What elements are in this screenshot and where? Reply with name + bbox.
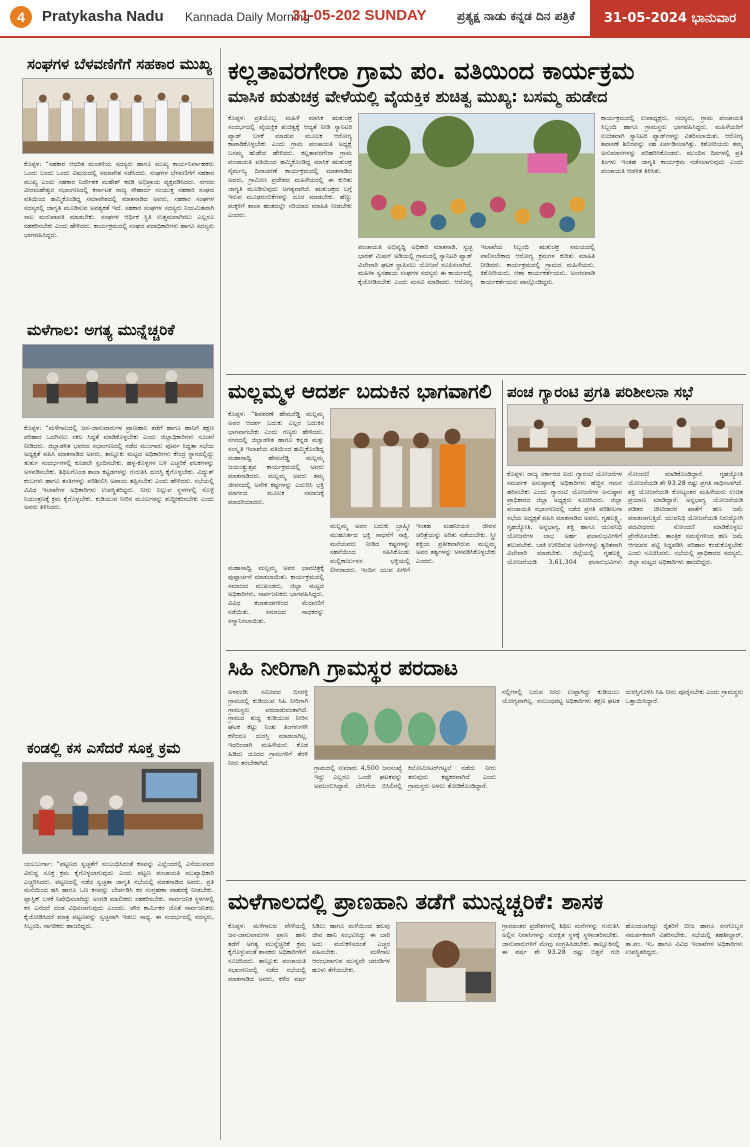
mallamma-story-photo [330,408,496,518]
lead-story-subheadline: ಮಾಸಿಕ ಋತುಚಕ್ರ ವೇಳೆಯಲ್ಲಿ ವೈಯಕ್ತಿಕ ಶುಚಿತ್ವ ಮುಖ್ಯ: ಬಸಮ್ಮ ಹುಡೇದ [228,87,608,106]
masthead [0,0,750,38]
page-number: 4 [10,6,32,28]
monsoon-story-headline: ಮಳೆಗಾಲದಲ್ಲಿ ಪ್ರಾಣಹಾನಿ ತಡೆಗೆ ಮುನ್ನಚ್ಚರಿಕೆ: ಶಾಸಕ [228,890,604,915]
mallamma-story-headline: ಮಲ್ಲಮ್ಮಳ ಆದರ್ಶ ಬದುಕಿನ ಭಾಗವಾಗಲಿ [228,379,492,403]
guarantee-story-body: ಕೊಪ್ಪಳ: ರಾಜ್ಯ ಸರ್ಕಾರದ ಐದು ಗ್ಯಾರಂಟಿ ಯೋಜನೆಗಳ ಸಮರ್ಪಕ ಅನುಷ್ಠಾನಕ್ಕೆ ಅಧಿಕಾರಿಗಳು ಹೆಚ್ಚಿನ ಗಮನ ಹರಿಸಬೇಕು ಎಂದು ಗ್ಯಾರಂಟಿ ಯೋಜನೆಗಳ ಅನುಷ್ಠಾನ ಪ್ರಾಧಿಕಾರದ ಜಿಲ್ಲಾ ಅಧ್ಯಕ್ಷರು ಸೂಚಿಸಿದರು. ಜಿಲ್ಲಾ ಪಂಚಾಯತಿ ಸಭಾಂಗಣದಲ್ಲಿ ನಡೆದ ಪ್ರಗತಿ ಪರಿಶೀಲನಾ ಸಭೆಯ ಅಧ್ಯಕ್ಷತೆ ವಹಿಸಿ ಮಾತನಾಡಿದ ಅವರು, ಗೃಹಲಕ್ಷ್ಮಿ, ಗೃಹಜ್ಯೋತಿ, ಅನ್ನಭಾಗ್ಯ, ಶಕ್ತಿ ಹಾಗೂ ಯುವನಿಧಿ ಯೋಜನೆಗಳ ಲಾಭ ಅರ್ಹ ಫಲಾನುಭವಿಗಳಿಗೆ ತಲುಪಬೇಕು. ಬಾಕಿ ಉಳಿದಿರುವ ಅರ್ಜಿಗಳನ್ನು ತ್ವರಿತವಾಗಿ ವಿಲೇವಾರಿ ಮಾಡಬೇಕು. ಜಿಲ್ಲೆಯಲ್ಲಿ ಗೃಹಲಕ್ಷ್ಮಿ ಯೋಜನೆಯಡಿ 3,61,304 ಫಲಾನುಭವಿಗಳು ನೋಂದಣಿ ಮಾಡಿಕೊಂಡಿದ್ದಾರೆ. ಗೃಹಜ್ಯೋತಿ ಯೋಜನೆಯಡಿ ಶೇ 93.28 ರಷ್ಟು ಪ್ರಗತಿ ಸಾಧಿಸಲಾಗಿದೆ. ಶಕ್ತಿ ಯೋಜನೆಯಡಿ ಕೋಟ್ಯಂತರ ಮಹಿಳೆಯರು ಉಚಿತ ಪ್ರಯಾಣ ಮಾಡಿದ್ದಾರೆ. ಅನ್ನಭಾಗ್ಯ ಯೋಜನೆಯಡಿ ಪಡಿತರ ಚೀಟಿದಾರರ ಖಾತೆಗೆ ಹಣ ಜಮೆ ಮಾಡಲಾಗುತ್ತಿದೆ. ಯುವನಿಧಿ ಯೋಜನೆಯಡಿ ನಿರುದ್ಯೋಗಿ ಪದವೀಧರರು ನೋಂದಣಿ ಮಾಡಿಕೊಳ್ಳಲು ಪ್ರೇರೇಪಿಸಬೇಕು. ತಾಂತ್ರಿಕ ಸಮಸ್ಯೆಗಳಿಂದ ಹಣ ಜಮೆ ಆಗದವರ ಪಟ್ಟಿ ಸಿದ್ಧಪಡಿಸಿ ಪರಿಹಾರ ಕಂಡುಕೊಳ್ಳಬೇಕು ಎಂದು ಸೂಚಿಸಿದರು. ಸಭೆಯಲ್ಲಿ ಪ್ರಾಧಿಕಾರದ ಸದಸ್ಯರು, ಜಿಲ್ಲಾ ಮಟ್ಟದ ಅಧಿಕಾರಿಗಳು ಹಾಜರಿದ್ದರು. [507,470,743,567]
side-story-2-photo [22,344,214,418]
mallamma-story-body-left: ಕೊಪ್ಪಳ: “ಶಿವಶರಣೆ ಹೇಮರೆಡ್ಡಿ ಮಲ್ಲಮ್ಮ ಅವರ ಆದರ್ಶ ಬದುಕು ಎಲ್ಲರ ಬದುಕಿನ ಭಾಗವಾಗಬೇಕು ಎಂದು ಗಣ್ಯರು ಹೇಳಿದರು. ನಗರದಲ್ಲಿ ಜಿಲ್ಲಾಡಳಿತ ಹಾಗೂ ಕನ್ನಡ ಮತ್ತು ಸಂಸ್ಕೃತಿ ಇಲಾಖೆಯ ವತಿಯಿಂದ ಹಮ್ಮಿಕೊಂಡಿದ್ದ ಮಹಾಸಾಧ್ವಿ ಹೇಮರೆಡ್ಡಿ ಮಲ್ಲಮ್ಮ ಜಯಂತ್ಯುತ್ಸವ ಕಾರ್ಯಕ್ರಮದಲ್ಲಿ ಅವರು ಮಾತನಾಡಿದರು. ಮಲ್ಲಮ್ಮ ಅವರು ತಮ್ಮ ಜೀವನದಲ್ಲಿ ಅನೇಕ ಕಷ್ಟಗಳನ್ನು ಎದುರಿಸಿ ಭಕ್ತಿ ಮಾರ್ಗದ ಮೂಲಕ ಸಮಾಜಕ್ಕೆ ಮಾದರಿಯಾದರು. [228,410,324,507]
edition-date: 31-05-202 SUNDAY [292,7,427,24]
paper-tagline: Kannada Daily Morning [185,10,310,24]
side-story-3-photo [22,762,214,854]
lead-story-body-middle: ಪಂಚಾಯತಿ ಅಭಿವೃದ್ಧಿ ಅಧಿಕಾರಿ ಮಾತನಾಡಿ, ಸ್ವಚ್ಛ ಭಾರತ್ ಮಿಷನ್ ಅಡಿಯಲ್ಲಿ ಗ್ರಾಮದಲ್ಲಿ ಸ್ಯಾನಿಟರಿ ಪ್ಯಾಡ್ ವಿಲೇವಾರಿ ಘಟಕ ಸ್ಥಾಪಿಸಲು ಯೋಜನೆ ರೂಪಿಸಲಾಗಿದೆ. ಮಹಿಳಾ ಸ್ವಸಹಾಯ ಸಂಘಗಳ ಸದಸ್ಯರು ಈ ಕಾರ್ಯದಲ್ಲಿ ಕೈಜೋಡಿಸಬೇಕು ಎಂದು ಮನವಿ ಮಾಡಿದರು. ಆರೋಗ್ಯ ಇಲಾಖೆಯ ಸಿಬ್ಬಂದಿ ಋತುಚಕ್ರ ಸಮಯದಲ್ಲಿ ಪಾಲಿಸಬೇಕಾದ ಆರೋಗ್ಯ ಕ್ರಮಗಳ ಕುರಿತು ಮಾಹಿತಿ ನೀಡಿದರು. ಕಾರ್ಯಕ್ರಮದಲ್ಲಿ ಗ್ರಾಮದ ಮಹಿಳೆಯರು, ಕಿಶೋರಿಯರು, ಆಶಾ ಕಾರ್ಯಕರ್ತೆಯರು, ಅಂಗನವಾಡಿ ಕಾರ್ಯಕರ್ತೆಯರು ಪಾಲ್ಗೊಂಡಿದ್ದರು. [358,243,595,287]
lead-story-body-right: ಕಾರ್ಯಕ್ರಮದಲ್ಲಿ ಉಪಾಧ್ಯಕ್ಷರು, ಸದಸ್ಯರು, ಗ್ರಾಮ ಪಂಚಾಯತಿ ಸಿಬ್ಬಂದಿ ಹಾಗೂ ಗ್ರಾಮಸ್ಥರು ಭಾಗವಹಿಸಿದ್ದರು. ಮಹಿಳೆಯರಿಗೆ ಉಚಿತವಾಗಿ ಸ್ಯಾನಿಟರಿ ಪ್ಯಾಡ್‌ಗಳನ್ನು ವಿತರಿಸಲಾಯಿತು. ಆರೋಗ್ಯ ತಪಾಸಣೆ ಶಿಬಿರವನ್ನು ಸಹ ಏರ್ಪಡಿಸಲಾಗಿತ್ತು. ಕಿಶೋರಿಯರು ತಮ್ಮ ಅನುಮಾನಗಳನ್ನು ಪರಿಹರಿಸಿಕೊಂಡರು. ಮುಂದಿನ ದಿನಗಳಲ್ಲಿ ಪ್ರತಿ ತಿಂಗಳು ಇಂತಹ ಜಾಗೃತಿ ಕಾರ್ಯಕ್ರಮ ನಡೆಸಲಾಗುವುದು ಎಂದು ಪಂಚಾಯತಿ ಆಡಳಿತ ತಿಳಿಸಿತು. [601,114,743,175]
monsoon-story-body-right: ಗ್ರಾಮಾಂತರ ಪ್ರದೇಶಗಳಲ್ಲಿ ಶಿಥಿಲ ಮನೆಗಳನ್ನು ಗುರುತಿಸಿ ಅಲ್ಲಿನ ನಿವಾಸಿಗಳನ್ನು ಸುರಕ್ಷಿತ ಸ್ಥಳಕ್ಕೆ ಸ್ಥಳಾಂತರಿಸಬೇಕು. ಜಾನುವಾರುಗಳಿಗೆ ಮೇವು ಸಂಗ್ರಹಿಸಿಡಬೇಕು. ತಾಲ್ಲೂಕಿನಲ್ಲಿ ಈ ವರ್ಷ ಶೇ 93.28 ರಷ್ಟು ಬಿತ್ತನೆ ಗುರಿ ಹೊಂದಲಾಗಿದ್ದು ರೈತರಿಗೆ ಬೀಜ ಹಾಗೂ ರಸಗೊಬ್ಬರ ಸಮರ್ಪಕವಾಗಿ ವಿತರಿಸಬೇಕು. ಸಭೆಯಲ್ಲಿ ತಹಶೀಲ್ದಾರ್, ತಾ.ಪಂ. ಇಒ ಹಾಗೂ ವಿವಿಧ ಇಲಾಖೆಗಳ ಅಧಿಕಾರಿಗಳು ಉಪಸ್ಥಿತರಿದ್ದರು. [502,922,743,957]
paper-name-kannada: ಪ್ರತ್ಯಕ್ಷ ನಾಡು ಕನ್ನಡ ದಿನ ಪತ್ರಿಕೆ [457,9,576,23]
side-story-2-body: ಕೊಪ್ಪಳ: “ಮಳೆಗಾಲದಲ್ಲಿ ಜನ-ಜಾನುವಾರುಗಳ ಪ್ರಾಣಹಾನಿ ತಡೆಗೆ ಹಾಗೂ ಹಾನಿಗೆ ತಕ್ಷಣ ಪರಿಹಾರ ಒದಗಿಸಲು ಸಕಲ ಸಿದ್ಧತೆ ಮಾಡಿಕೊಳ್ಳಬೇಕು ಎಂದು ಜಿಲ್ಲಾಧಿಕಾರಿಗಳು ಸೂಚನೆ ನೀಡಿದರು. ಜಿಲ್ಲಾಡಳಿತ ಭವನದ ಸಭಾಂಗಣದಲ್ಲಿ ನಡೆದ ಮುಂಗಾರು ಪೂರ್ವ ಸಿದ್ಧತಾ ಸಭೆಯ ಅಧ್ಯಕ್ಷತೆ ವಹಿಸಿ ಮಾತನಾಡಿದ ಅವರು, ತಾಲ್ಲೂಕು ಮಟ್ಟದ ಅಧಿಕಾರಿಗಳು ಕೇಂದ್ರ ಸ್ಥಾನದಲ್ಲಿದ್ದು ತುರ್ತು ಸಂದರ್ಭಗಳಲ್ಲಿ ಕೂಡಲೇ ಸ್ಪಂದಿಸಬೇಕು. ಹಳ್ಳ-ಕೊಳ್ಳಗಳ ಬಳಿ ಎಚ್ಚರಿಕೆ ಫಲಕಗಳನ್ನು ಅಳವಡಿಸಬೇಕು. ಶಿಥಿಲಗೊಂಡ ಶಾಲಾ ಕಟ್ಟಡಗಳನ್ನು ಗುರುತಿಸಿ ದುರಸ್ತಿ ಕೈಗೊಳ್ಳಬೇಕು. ವಿದ್ಯುತ್ ಕಂಬಗಳು ಹಾಗೂ ತಂತಿಗಳನ್ನು ಪರಿಶೀಲಿಸಿ ಅಪಾಯ ತಪ್ಪಿಸಬೇಕು ಎಂದು ಹೇಳಿದರು. ಸಭೆಯಲ್ಲಿ ವಿವಿಧ ಇಲಾಖೆಗಳ ಅಧಿಕಾರಿಗಳು ಉಪಸ್ಥಿತರಿದ್ದರು. ನೀರು ನಿಲ್ಲುವ ಸ್ಥಳಗಳಲ್ಲಿ ಸೊಳ್ಳೆ ನಿಯಂತ್ರಣಕ್ಕೆ ಕ್ರಮ ಕೈಗೊಳ್ಳಬೇಕು. ಕುಡಿಯುವ ನೀರಿನ ಮೂಲಗಳನ್ನು ಶುದ್ಧೀಕರಿಸಬೇಕು ಎಂದು ಅವರು ತಿಳಿಸಿದರು. [24,424,214,512]
lead-story-headline: ಕಲ್ಲತಾವರಗೇರಾ ಗ್ರಾಮ ಪಂ. ವತಿಯಿಂದ ಕಾರ್ಯಕ್ರಮ [228,57,635,85]
water-story-headline: ಸಿಹಿ ನೀರಿಗಾಗಿ ಗ್ರಾಮಸ್ಥರ ಪರದಾಟ [228,656,458,680]
mallamma-story-body-right: ಮಹಾಸಾಧ್ವಿ ಮಲ್ಲಮ್ಮ ಅವರ ಭಾವಚಿತ್ರಕ್ಕೆ ಪುಷ್ಪಾರ್ಚನೆ ಮಾಡಲಾಯಿತು. ಕಾರ್ಯಕ್ರಮದಲ್ಲಿ ಸಮಾಜದ ಮುಖಂಡರು, ಜಿಲ್ಲಾ ಮಟ್ಟದ ಅಧಿಕಾರಿಗಳು, ಸಾರ್ವಜನಿಕರು ಭಾಗವಹಿಸಿದ್ದರು. ವಿವಿಧ ಕಲಾತಂಡಗಳಿಂದ ಮೆರವಣಿಗೆ ನಡೆಯಿತು. ಸಮಾಜದ ಸಾಧಕರನ್ನು ಸನ್ಮಾನಿಸಲಾಯಿತು. [228,564,324,625]
water-story-body-middle: ಗ್ರಾಮದಲ್ಲಿ ಸುಮಾರು 4,500 ಜನಸಂಖ್ಯೆ ಇದ್ದು ಎಲ್ಲರೂ ಒಂದೇ ಘಟಕವನ್ನು ಅವಲಂಬಿಸಿದ್ದಾರೆ. ಬೇಸಿಗೆಯ ಬಿಸಿಲಿನಲ್ಲಿ ಕಿಲೋಮೀಟರ್‌ಗಟ್ಟಲೆ ನಡೆದು ನೀರು ತರುವುದು ಕಷ್ಟಕರವಾಗಿದೆ ಎಂದು ಗ್ರಾಮಸ್ಥರು ಅಳಲು ತೋಡಿಕೊಂಡಿದ್ದಾರೆ. [314,764,496,790]
paper-name: Pratykasha Nadu [42,8,164,25]
column-divider [220,48,221,1140]
side-story-1-headline: ಸಂಘಗಳ ಬೆಳವಣಿಗೆಗೆ ಸಹಕಾರ ಮುಖ್ಯ [27,55,212,73]
column-divider-inner [502,380,503,648]
side-story-1-body: ಕೊಪ್ಪಳ: “ಸಹಕಾರ ಆಧರಿತ ಮಂಡಳಿಯ ಸದಸ್ಯರು ಹಾಗೂ ಮುಖ್ಯ ಕಾರ್ಯನಿರ್ವಾಹಕರು ಒಂದು ಬಂದು ಒಂದು ವಿಷಯದಲ್ಲಿ ಸಮಾವೇಶ ನಡೆಸಿದರು. ಸಂಘಗಳ ಬೆಳವಣಿಗೆಗೆ ಸಹಕಾರ ಮುಖ್ಯ ಎಂದು ಸಹಕಾರ ನಿರ್ದೇಶಕ ಮಹೇಶ್ ಕರಡಿ ಅಭಿಪ್ರಾಯ ವ್ಯಕ್ತಪಡಿಸಿದರು. ನಗರದ ವೀರಮಹೇಶ್ವರ ಸಭಾಂಗಣದಲ್ಲಿ ಕರ್ನಾಟಕ ರಾಜ್ಯ ಸೌಹಾರ್ದ ಸಂಯುಕ್ತ ಸಹಕಾರಿ ಸಂಘದ ವತಿಯಿಂದ ಹಮ್ಮಿಕೊಂಡಿದ್ದ ಸಮಾವೇಶದಲ್ಲಿ ಮಾತನಾಡಿದ ಅವರು, ಸಹಕಾರ ಸಂಘಗಳ ಸದಸ್ಯರಲ್ಲಿ ಜಾಗೃತಿ ಮೂಡಿಸುವ ಅವಶ್ಯಕತೆ ಇದೆ. ಸಹಕಾರ ಸಂಘಗಳ ಸದಸ್ಯರು ನಿಯಮಿತವಾಗಿ ಸಾಲ ಮರುಪಾವತಿ ಮಾಡಬೇಕು. ಸಂಘಗಳ ಆರ್ಥಿಕ ಸ್ಥಿತಿ ಉತ್ತಮವಾಗಿರಲು ಎಲ್ಲರೂ ಸಹಕರಿಸಬೇಕು ಎಂದು ಹೇಳಿದರು. ಕಾರ್ಯಕ್ರಮದಲ್ಲಿ ಸಂಘದ ಪದಾಧಿಕಾರಿಗಳು ಹಾಗೂ ಸದಸ್ಯರು ಭಾಗವಹಿಸಿದ್ದರು. [24,160,214,239]
edition-date-kannada: 31-05-2024 ಭಾನುವಾರ [590,0,750,36]
mallamma-story-body-middle: ಮಲ್ಲಮ್ಮ ಅವರ ಬದುಕು ಬ್ರಾಹ್ಮೀ ಮುಹೂರ್ತದ ಭಕ್ತಿ ಸಾಧನೆಗೆ ಸಾಕ್ಷಿ. ಮನೆಯವರು ನೀಡಿದ ಕಷ್ಟಗಳನ್ನು ಸಹನೆಯಿಂದ ಸಹಿಸಿಕೊಂಡು ಮಲ್ಲಿಕಾರ್ಜುನನ ಭಕ್ತಿಯಲ್ಲಿ ಲೀನರಾದರು. ಇಂದಿನ ಯುವ ಪೀಳಿಗೆ ಇಂತಹ ಮಹನೀಯರ ಜೀವನ ಚರಿತ್ರೆಯನ್ನು ಅರಿತು ನಡೆಯಬೇಕು. ಸ್ತ್ರೀ ಶಕ್ತಿಯ ಪ್ರತೀಕವಾಗಿರುವ ಮಲ್ಲಮ್ಮ ಅವರ ತತ್ವಗಳನ್ನು ಅಳವಡಿಸಿಕೊಳ್ಳಬೇಕು ಎಂದರು. [330,522,496,575]
side-story-2-headline: ಮಳೆಗಾಲ: ಅಗತ್ಯ ಮುನ್ನೆಚ್ಚರಿಕೆ [27,321,175,339]
section-divider [226,880,746,881]
side-story-3-headline: ಕಂಡಲ್ಲಿ ಕಸ ಎಸೆದರೆ ಸೂಕ್ತ ಕ್ರಮ [27,739,181,757]
water-story-body-left: ಅಳವಂಡಿ: ಸಮೀಪದ ಬಿಸರಳ್ಳಿ ಗ್ರಾಮದಲ್ಲಿ ಕುಡಿಯುವ ಸಿಹಿ ನೀರಿಗಾಗಿ ಗ್ರಾಮಸ್ಥರು ಪರದಾಡುವಂತಾಗಿದೆ. ಗ್ರಾಮದ ಶುದ್ಧ ಕುಡಿಯುವ ನೀರಿನ ಘಟಕ ಕೆಟ್ಟು ನಿಂತು ತಿಂಗಳುಗಳೇ ಕಳೆದರೂ ದುರಸ್ತಿ ಮಾಡಲಾಗಿಲ್ಲ. ಇದರಿಂದಾಗಿ ಮಹಿಳೆಯರು ಕೊಡ ಹಿಡಿದು ದೂರದ ಗ್ರಾಮಗಳಿಗೆ ತೆರಳಿ ನೀರು ತರಬೇಕಾಗಿದೆ. [228,688,308,767]
guarantee-story-photo [507,404,743,466]
monsoon-story-body-left: ಕೊಪ್ಪಳ: ಮಳೆಗಾಲದ ವೇಳೆಯಲ್ಲಿ ಜನ-ಜಾನುವಾರುಗಳ ಪ್ರಾಣ ಹಾನಿ ತಡೆಗೆ ಅಗತ್ಯ ಮುನ್ನೆಚ್ಚರಿಕೆ ಕ್ರಮ ಕೈಗೊಳ್ಳುವಂತೆ ಶಾಸಕರು ಅಧಿಕಾರಿಗಳಿಗೆ ಸೂಚಿಸಿದರು. ತಾಲ್ಲೂಕು ಪಂಚಾಯತಿ ಸಭಾಂಗಣದಲ್ಲಿ ನಡೆದ ಸಭೆಯಲ್ಲಿ ಮಾತನಾಡಿದ ಅವರು, ಕಳೆದ ವರ್ಷ ಸಿಡಿಲು ಹಾಗೂ ಮಳೆಯಿಂದ ಹಲವು ಜೀವ ಹಾನಿ ಸಂಭವಿಸಿದ್ದು ಈ ಬಾರಿ ಅದು ಮರುಕಳಿಸದಂತೆ ಎಚ್ಚರ ವಹಿಸಬೇಕು. ಮಳೆಗಾಲ ಆರಂಭವಾಗುವ ಮುನ್ನವೇ ಚರಂಡಿಗಳ ಹೂಳು ತೆಗೆಯಬೇಕು. [228,922,390,983]
water-story-body-right: ನಲ್ಲಿಗಳಲ್ಲಿ ಬರುವ ನೀರು ಉಪ್ಪಾಗಿದ್ದು ಕುಡಿಯಲು ಯೋಗ್ಯವಾಗಿಲ್ಲ. ಸಂಬಂಧಪಟ್ಟ ಅಧಿಕಾರಿಗಳು ತಕ್ಷಣ ಘಟಕ ದುರಸ್ತಿಗೊಳಿಸಿ ಸಿಹಿ ನೀರು ಪೂರೈಸಬೇಕು ಎಂದು ಗ್ರಾಮಸ್ಥರು ಒತ್ತಾಯಿಸಿದ್ದಾರೆ. [502,688,743,705]
side-story-1-photo [22,78,214,154]
section-divider [226,650,746,651]
section-divider [226,374,746,375]
water-story-photo [314,686,496,760]
monsoon-story-photo [396,922,496,1002]
lead-story-body-left: ಕೊಪ್ಪಳ: ಪ್ರತಿಯೊಬ್ಬ ಮಹಿಳೆ ಮಾಸಿಕ ಋತುಚಕ್ರ ಸಂದರ್ಭದಲ್ಲಿ ವೈಯಕ್ತಿಕ ಶುಚಿತ್ವಕ್ಕೆ ಆದ್ಯತೆ ನೀಡಿ ಸ್ಯಾನಿಟರಿ ಪ್ಯಾಡ್ ಬಳಕೆ ಮಾಡುವ ಮೂಲಕ ಆರೋಗ್ಯ ಕಾಪಾಡಿಕೊಳ್ಳಬೇಕು ಎಂದು ಗ್ರಾಮ ಪಂಚಾಯತಿ ಅಧ್ಯಕ್ಷೆ ಬಸಮ್ಮ ಹುಡೇದ ಹೇಳಿದರು. ಕಲ್ಲತಾವರಗೇರಾ ಗ್ರಾಮ ಪಂಚಾಯತಿ ವತಿಯಿಂದ ಹಮ್ಮಿಕೊಂಡಿದ್ದ ಮಾಸಿಕ ಋತುಚಕ್ರ ನೈರ್ಮಲ್ಯ ದಿನಾಚರಣೆ ಕಾರ್ಯಕ್ರಮದಲ್ಲಿ ಮಾತನಾಡಿದ ಅವರು, ಗ್ರಾಮೀಣ ಪ್ರದೇಶದ ಮಹಿಳೆಯರಲ್ಲಿ ಈ ಕುರಿತು ಜಾಗೃತಿ ಮೂಡಿಸುವುದು ಅಗತ್ಯವಾಗಿದೆ. ಋತುಚಕ್ರದ ಬಗ್ಗೆ ಇರುವ ಮೂಢನಂಬಿಕೆಗಳನ್ನು ದೂರ ಮಾಡಬೇಕು. ಹೆಣ್ಣು ಮಕ್ಕಳಿಗೆ ಶಾಲಾ ಹಂತದಲ್ಲೇ ಸರಿಯಾದ ಮಾಹಿತಿ ನೀಡಬೇಕು ಎಂದರು. [228,114,352,220]
guarantee-story-headline: ಪಂಚ ಗ್ಯಾರಂಟಿ ಪ್ರಗತಿ ಪರಿಶೀಲನಾ ಸಭೆ [507,383,693,401]
side-story-3-body: ಯಲಬುರ್ಗಾ: “ಪಟ್ಟಣದ ಸ್ವಚ್ಛತೆಗೆ ಸಂಬಂಧಿಸಿದಂತೆ ಕಸವನ್ನು ಎಲ್ಲೆಂದರಲ್ಲಿ ಎಸೆಯುವವರ ವಿರುದ್ಧ ಸೂಕ್ತ ಕ್ರಮ ಕೈಗೊಳ್ಳಲಾಗುವುದು ಎಂದು ಪಟ್ಟಣ ಪಂಚಾಯತಿ ಮುಖ್ಯಾಧಿಕಾರಿ ಎಚ್ಚರಿಸಿದರು. ಪಟ್ಟಣದಲ್ಲಿ ನಡೆದ ಸ್ವಚ್ಛತಾ ಜಾಗೃತಿ ಸಭೆಯಲ್ಲಿ ಮಾತನಾಡಿದ ಅವರು, ಪ್ರತಿ ಮನೆಯಿಂದ ಹಸಿ ಹಾಗೂ ಒಣ ಕಸವನ್ನು ಬೇರ್ಪಡಿಸಿ ಕಸ ಸಂಗ್ರಹಣಾ ವಾಹನಕ್ಕೆ ನೀಡಬೇಕು. ಪ್ಲಾಸ್ಟಿಕ್ ಬಳಕೆ ನಿಷೇಧಿಸಲಾಗಿದ್ದು ಅಂಗಡಿ ಮಾಲೀಕರು ಸಹಕರಿಸಬೇಕು. ಸಾರ್ವಜನಿಕ ಸ್ಥಳಗಳಲ್ಲಿ ಕಸ ಎಸೆದರೆ ದಂಡ ವಿಧಿಸಲಾಗುವುದು ಎಂದರು. ಪೌರ ಕಾರ್ಮಿಕರ ಜೊತೆ ಸಾರ್ವಜನಿಕರು ಕೈಜೋಡಿಸಿದರೆ ಮಾತ್ರ ಪಟ್ಟಣವನ್ನು ಸ್ವಚ್ಛವಾಗಿ ಇಡಲು ಸಾಧ್ಯ. ಈ ಸಂದರ್ಭದಲ್ಲಿ ಸದಸ್ಯರು, ಸಿಬ್ಬಂದಿ, ನಾಗರಿಕರು ಹಾಜರಿದ್ದರು. [24,860,214,930]
lead-story-photo [358,113,595,238]
